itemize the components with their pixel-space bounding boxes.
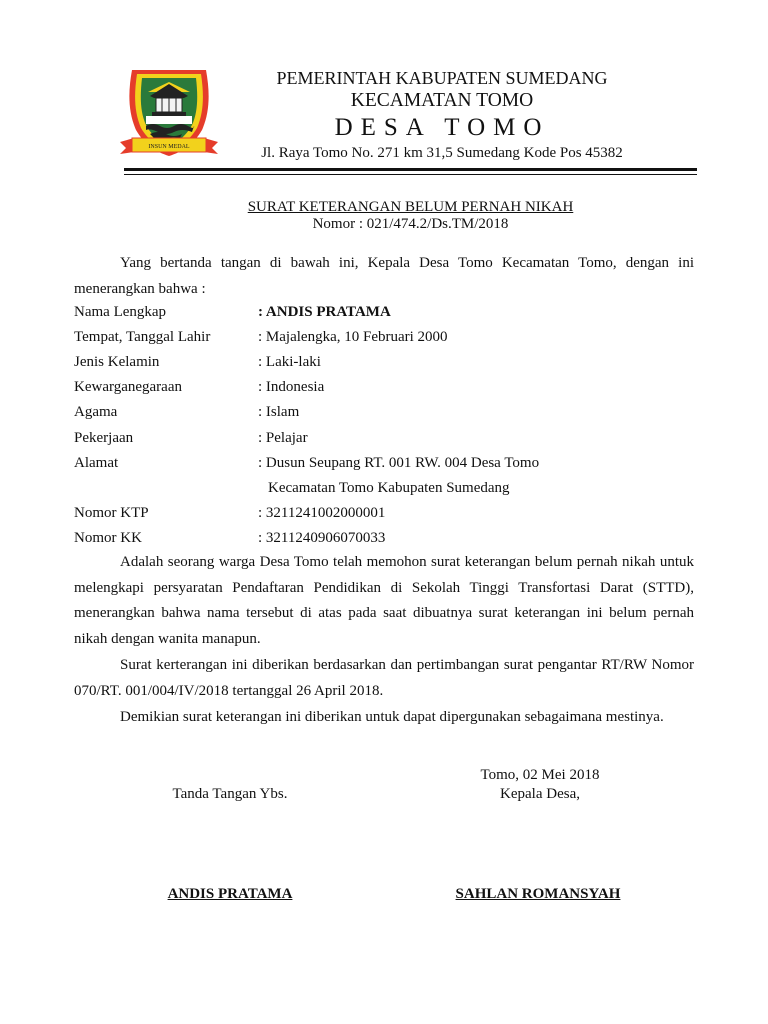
field-value-ktp: : 3211241002000001 <box>258 505 386 521</box>
letter-body-closing: Demikian surat keterangan ini diberikan untuk dapat dipergunakan sebagaimana mestinya. <box>120 709 664 725</box>
field-value-kk: : 3211240906070033 <box>258 530 386 546</box>
field-value-alamat-line2: Kecamatan Tomo Kabupaten Sumedang <box>268 480 510 496</box>
letterhead-government: PEMERINTAH KABUPATEN SUMEDANG <box>276 68 608 88</box>
field-label-kk: Nomor KK <box>74 530 142 546</box>
field-value-pekerjaan: : Pelajar <box>258 430 308 446</box>
letterhead-divider-thin <box>124 174 697 175</box>
letterhead-district: KECAMATAN TOMO <box>350 90 534 111</box>
field-value-nama: : ANDIS PRATAMA <box>258 304 391 320</box>
field-label-ktp: Nomor KTP <box>74 505 149 521</box>
field-label-agama: Agama <box>74 404 118 420</box>
field-label-nama: Nama Lengkap <box>74 304 167 320</box>
emblem-icon <box>118 62 220 162</box>
letter-title: SURAT KETERANGAN BELUM PERNAH NIKAH <box>247 199 574 215</box>
field-label-ttl: Tempat, Tanggal Lahir <box>74 329 211 345</box>
field-label-pekerjaan: Pekerjaan <box>74 430 134 446</box>
letter-body-basis: Surat kerterangan ini diberikan berdasarkan dan pertimbangan surat pengantar RT/RW Nomor 070/RT. 001/004/IV/2018 tertanggal 26 April 2018. <box>74 657 694 699</box>
field-label-kewarganegaraan: Kewarganegaraan <box>74 379 182 395</box>
sumedang-emblem <box>118 62 220 162</box>
signature-left-name: ANDIS PRATAMA <box>167 886 293 902</box>
letter-number: Nomor : 021/474.2/Ds.TM/2018 <box>312 216 509 232</box>
field-label-jenis-kelamin: Jenis Kelamin <box>74 354 160 370</box>
emblem-motto: INSUN MEDAL <box>148 144 190 150</box>
field-value-alamat: : Dusun Seupang RT. 001 RW. 004 Desa Tomo <box>258 455 540 471</box>
signature-right-name: SAHLAN ROMANSYAH <box>455 886 621 902</box>
field-value-kewarganegaraan: : Indonesia <box>258 379 325 395</box>
signature-place-date: Tomo, 02 Mei 2018 <box>480 767 600 783</box>
letterhead-divider-thick <box>124 168 697 171</box>
field-value-ttl: : Majalengka, 10 Februari 2000 <box>258 329 448 345</box>
signature-right-role: Kepala Desa, <box>500 786 580 802</box>
field-value-agama: : Islam <box>258 404 300 420</box>
field-value-jenis-kelamin: : Laki-laki <box>258 354 321 370</box>
letter-body-statement: Adalah seorang warga Desa Tomo telah memohon surat keterangan belum pernah nikah untuk melengkapi persyaratan Pendaftaran Pendidikan di Sekolah Tinggi Transfortasi Darat (STTD), menerangkan bahwa nama tersebut di atas pada saat dibuatnya surat keterangan ini belum pernah nikah dengan wanita manapun. <box>74 554 694 647</box>
letterhead-village: DESA TOMO <box>334 114 550 141</box>
letterhead-address: Jl. Raya Tomo No. 271 km 31,5 Sumedang Kode Pos 45382 <box>261 145 623 161</box>
signature-left-role: Tanda Tangan Ybs. <box>172 786 288 802</box>
field-label-alamat: Alamat <box>74 455 119 471</box>
letter-intro: Yang bertanda tangan di bawah ini, Kepala Desa Tomo Kecamatan Tomo, dengan ini menerangkan bahwa : <box>74 255 694 297</box>
